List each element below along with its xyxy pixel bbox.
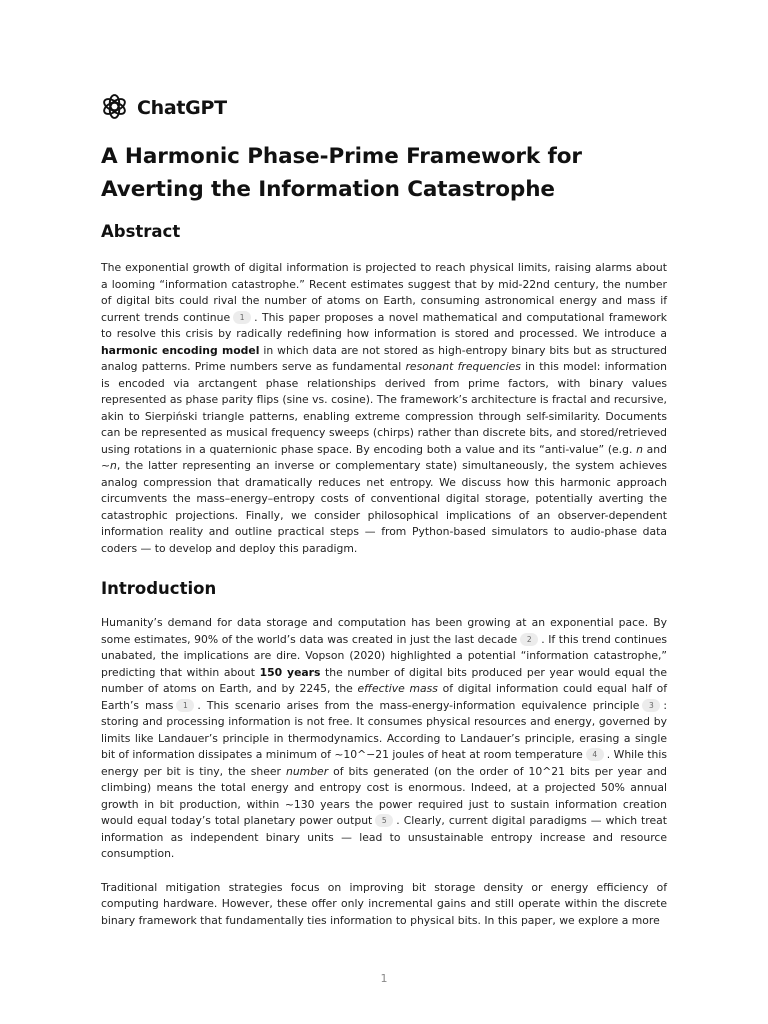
bold-term: 150 years: [259, 665, 321, 679]
body-text: the number of digital bits produced per year would equal the number of atoms on Earth, and by 2245, the: [101, 665, 667, 695]
introduction-heading: Introduction: [101, 579, 217, 598]
brand-name: ChatGPT: [137, 97, 227, 119]
italic-term: number: [286, 764, 329, 778]
abstract-heading: Abstract: [101, 222, 181, 241]
citation-badge[interactable]: 1: [176, 699, 194, 712]
bold-term: harmonic encoding model: [101, 343, 260, 357]
introduction-paragraph-1: [101, 615, 667, 863]
abstract-text: in which data are not stored as high-entropy binary bits but as structured analog patterns. Prime numbers serve as fundamental: [101, 343, 667, 373]
body-text: of digital information could equal half of Earth’s mass: [101, 682, 667, 712]
body-text: . If this trend continues unabated, the implications are dire. Vopson (2020) highlighted a potential “information catastrophe,” predicting that within about: [101, 632, 667, 679]
abstract-text: The exponential growth of digital information is projected to reach physical limits, raising alarms about a looming “information catastrophe.” Recent estimates suggest that by mid-22nd century, the number of digital bits could rival the number of atoms on Earth, consuming astronomical energy and mass if current trends continue: [101, 261, 667, 324]
italic-term: n: [110, 459, 117, 472]
body-text: . Clearly, current digital paradigms — which treat information as independent binary units — lead to unsustainable entropy increase and resource consumption.: [101, 814, 667, 860]
paper-content: [101, 140, 667, 929]
introduction-paragraph-2: Traditional mitigation strategies focus on improving bit storage density or energy efficiency of computing hardware. However, these offer only incremental gains and still operate within the discrete binary framework that fundamentally ties information to physical bits. In this paper, we explore a more: [101, 880, 667, 927]
openai-logo-icon: [101, 93, 128, 124]
citation-badge[interactable]: 5: [375, 814, 393, 827]
abstract-text: . This paper proposes a novel mathematical and computational framework to resolve this crisis by radically redefining how information is stored and processed. We introduce a: [101, 310, 667, 340]
body-text: Humanity’s demand for data storage and computation has been growing at an exponential pace. By some estimates, 90% of the world’s data was created in just the last decade: [101, 616, 667, 646]
body-text: : storing and processing information is not free. It consumes physical resources and energy, governed by limits like Landauer’s principle in thermodynamics. According to Landauer’s principle, erasing a single bit of information dissipates a minimum of ~10^−21 joules of heat at room temperature: [101, 698, 667, 761]
paper-title: A Harmonic Phase-Prime Framework for Averting the Information Catastrophe: [101, 144, 582, 202]
body-text: . While this energy per bit is tiny, the sheer: [101, 748, 667, 778]
abstract-paragraph: [101, 260, 667, 557]
abstract-text: in this model: information is encoded via arctangent phase relationships derived from prime factors, with binary values represented as phase parity flips (sine vs. cosine). The framework’s architecture is fractal and recursive, akin to Sierpiński triangle patterns, enabling extreme compression through self-similarity. Documents can be represented as musical frequency sweeps (chirps) rather than discrete bits, and stored/retrieved using rotations in a quaternionic phase space. By encoding both a value and its “anti-value” (e.g.: [101, 360, 667, 456]
citation-badge[interactable]: 2: [520, 633, 538, 646]
abstract-text: and ~: [101, 442, 667, 472]
italic-term: resonant frequencies: [405, 360, 521, 373]
citation-badge[interactable]: 3: [642, 699, 660, 712]
italic-term: n: [636, 442, 643, 456]
brand-header: [101, 94, 227, 122]
body-text: . This scenario arises from the mass-energy-information equivalence principle: [197, 698, 640, 712]
italic-term: effective mass: [357, 682, 438, 695]
citation-badge[interactable]: 1: [233, 311, 251, 324]
citation-badge[interactable]: 4: [586, 748, 604, 761]
abstract-text: , the latter representing an inverse or complementary state) simultaneously, the system achieves analog compression that dramatically reduces net entropy. We discuss how this harmonic approach circumvents the mass–energy–entropy costs of conventional digital storage, potentially averting the catastrophic projections. Finally, we consider philosophical implications of an observer-dependent information reality and outline practical steps — from Python-based simulators to audio-phase data coders — to develop and deploy this paradigm.: [101, 459, 667, 555]
page-number: 1: [380, 972, 388, 985]
body-text: of bits generated (on the order of 10^21 bits per year and climbing) means the total energy and entropy cost is enormous. Indeed, at a projected 50% annual growth in bit production, within ~130 years the power required just to sustain information creation would equal today’s total planetary power output: [101, 764, 668, 827]
